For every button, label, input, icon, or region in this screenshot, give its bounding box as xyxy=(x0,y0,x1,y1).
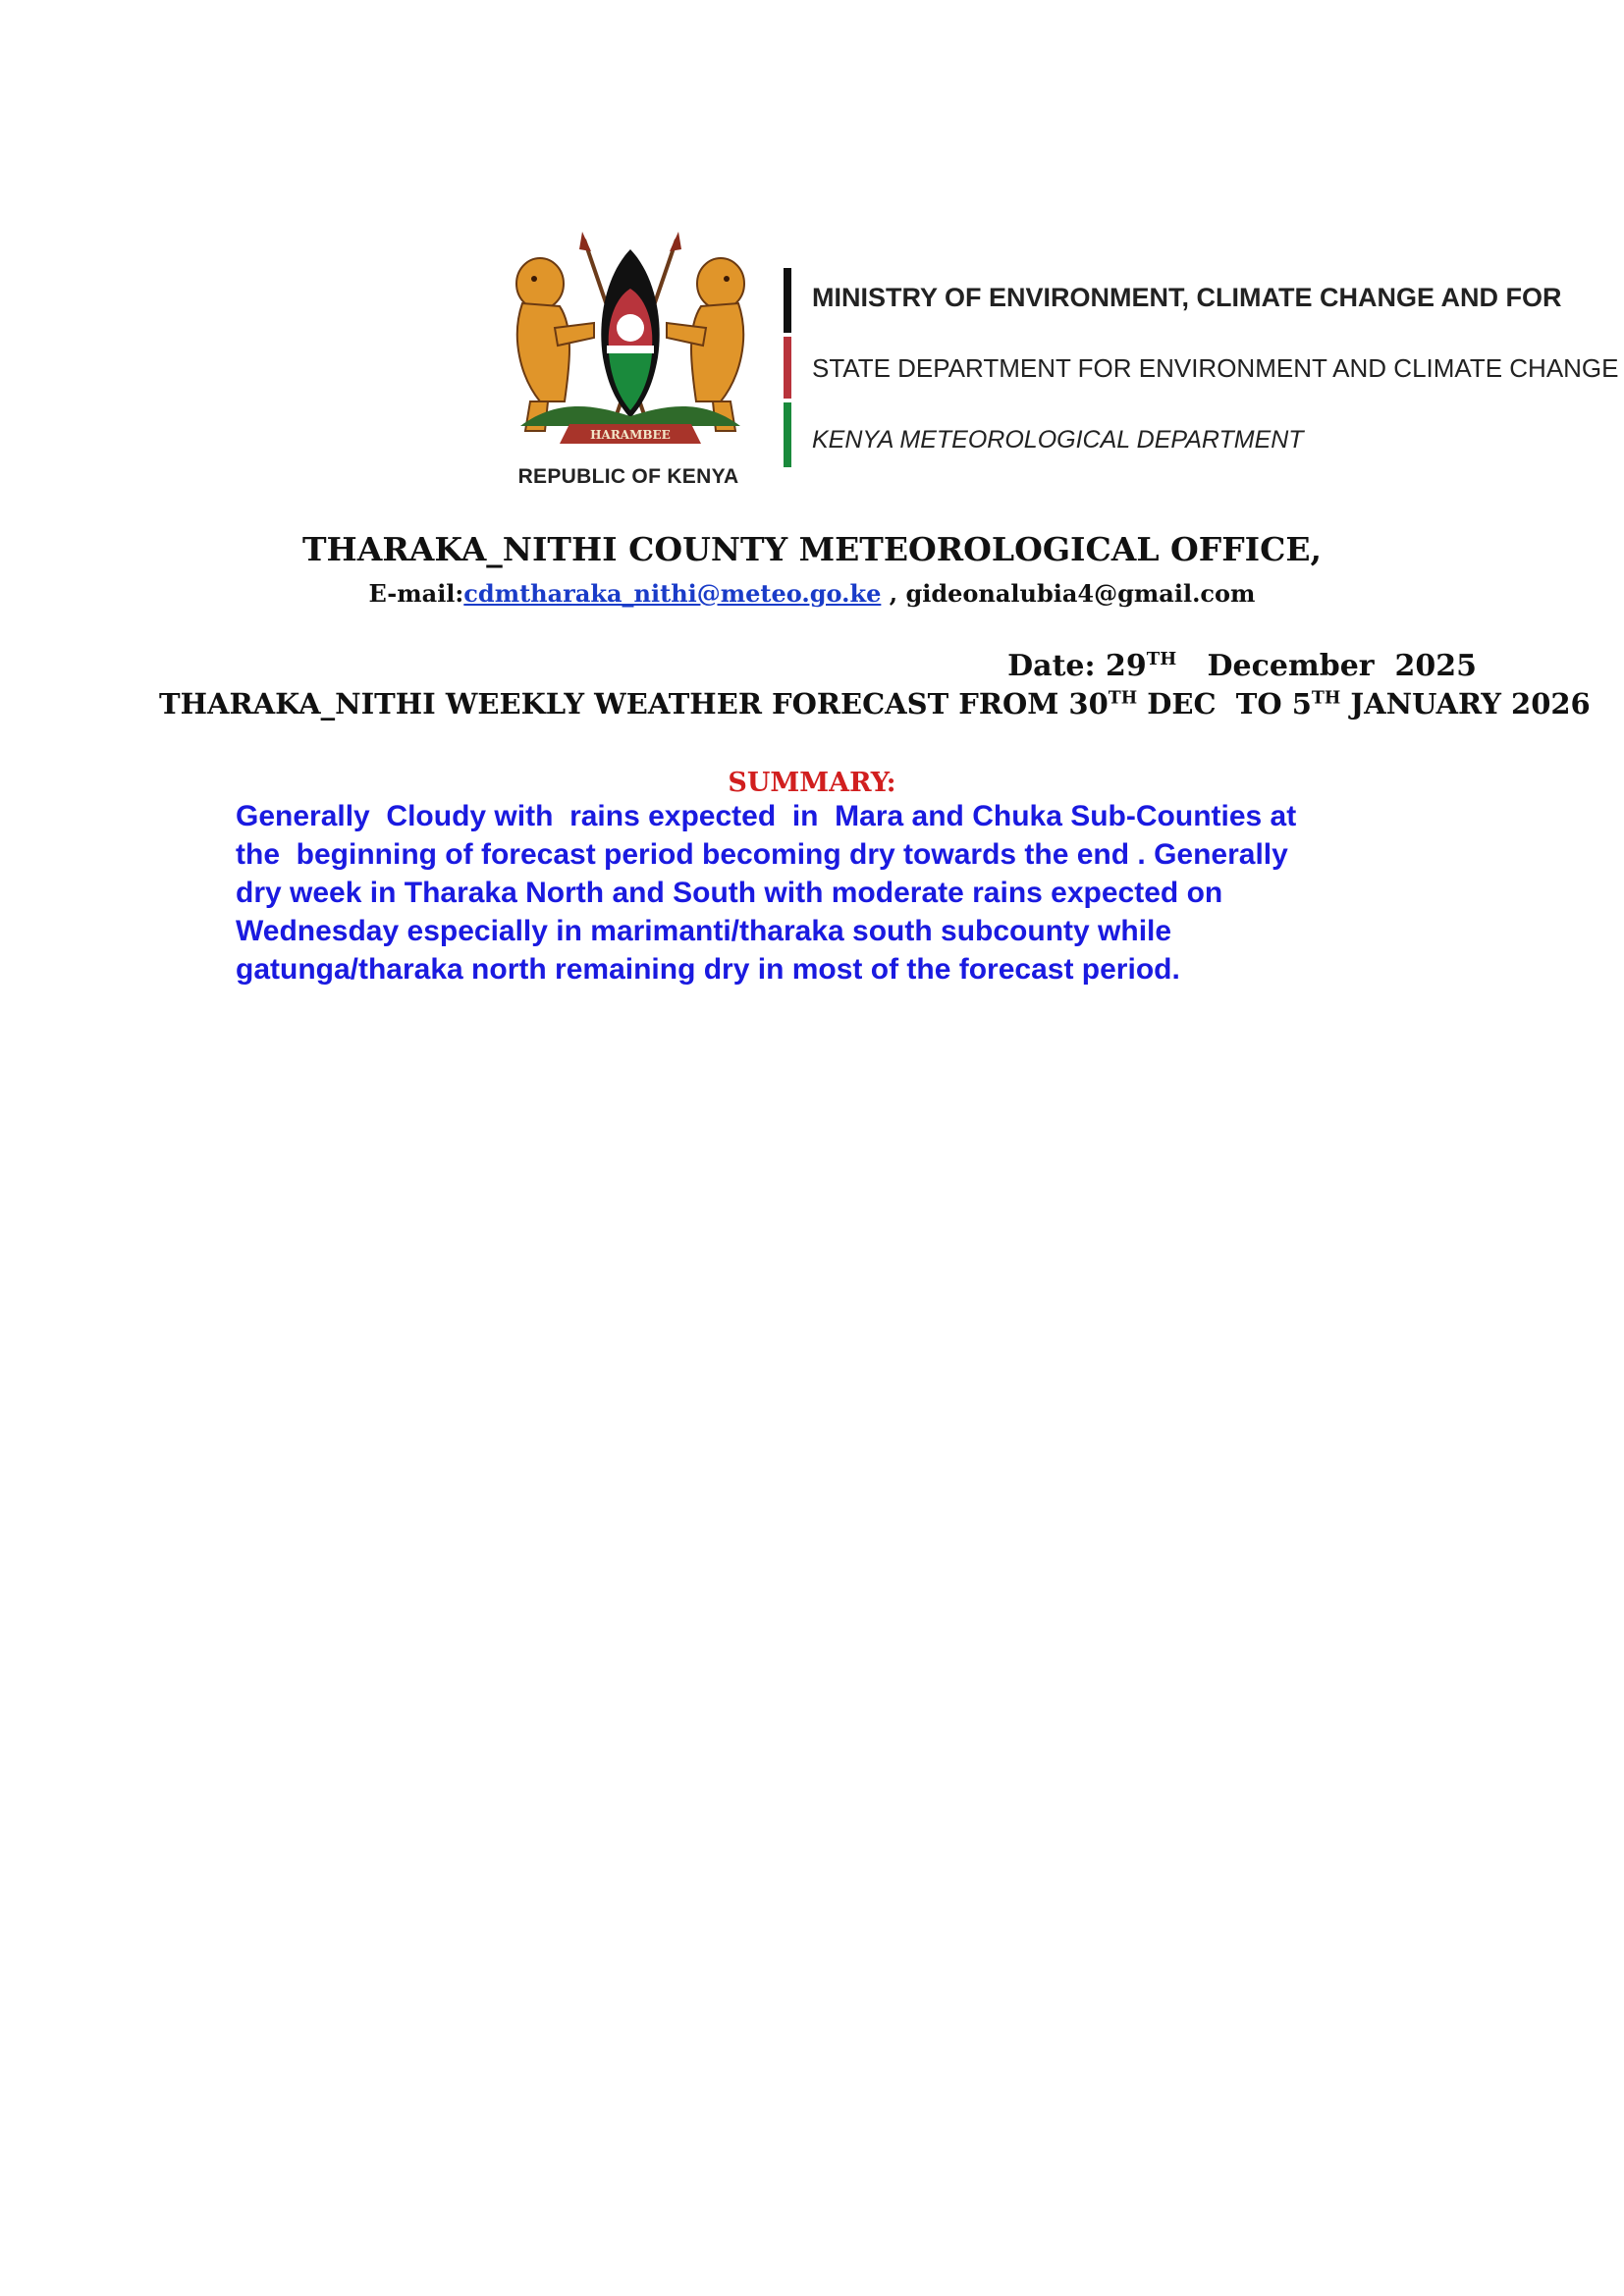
office-title: THARAKA_NITHI COUNTY METEOROLOGICAL OFFICE, xyxy=(301,530,1323,568)
forecast-title xyxy=(159,687,1591,721)
summary-line: Generally Cloudy with rains expected in Mara and Chuka Sub-Counties at xyxy=(236,800,1297,832)
coat-of-arms-logo xyxy=(501,230,760,455)
summary-line: gatunga/tharaka north remaining dry in most of the forecast period. xyxy=(236,953,1180,986)
banner-bar-black xyxy=(784,268,791,333)
state-department-name: STATE DEPARTMENT FOR ENVIRONMENT AND CLIMATE CHANGE xyxy=(812,353,1619,383)
summary-heading: SUMMARY: xyxy=(728,768,896,798)
summary-line: dry week in Tharaka North and South with moderate rains expected on xyxy=(236,877,1223,909)
forecast-title-part: DEC TO 5 xyxy=(1137,687,1312,721)
forecast-title-part: JANUARY 2026 xyxy=(1340,687,1591,721)
date-month-year: December 2025 xyxy=(1176,649,1477,683)
email-link-primary[interactable]: cdmtharaka_nithi@meteo.go.ke xyxy=(463,579,882,608)
summary-line: Wednesday especially in marimanti/tharaka south subcounty while xyxy=(236,915,1172,947)
email-separator: , xyxy=(881,579,906,608)
forecast-title-sup: TH xyxy=(1108,688,1138,709)
date-suffix: TH xyxy=(1146,649,1177,669)
issue-date xyxy=(1007,649,1477,683)
email-label: E-mail: xyxy=(368,579,464,608)
summary-text xyxy=(236,797,1443,988)
email-line xyxy=(0,579,1624,608)
banner-bar-green xyxy=(784,402,791,467)
email-secondary: gideonalubia4@gmail.com xyxy=(905,579,1256,608)
forecast-title-part: THARAKA_NITHI WEEKLY WEATHER FORECAST FROM 30 xyxy=(159,687,1109,721)
coat-of-arms-caption: REPUBLIC OF KENYA xyxy=(517,465,739,488)
motto-text: HARAMBEE xyxy=(590,428,671,442)
banner-bar-red xyxy=(784,337,791,399)
kmd-department-name: KENYA METEOROLOGICAL DEPARTMENT xyxy=(812,426,1304,454)
forecast-title-sup: TH xyxy=(1311,688,1341,709)
summary-line: the beginning of forecast period becoming dry towards the end . Generally xyxy=(236,838,1288,871)
ministry-name: MINISTRY OF ENVIRONMENT, CLIMATE CHANGE AND FOR xyxy=(812,283,1562,312)
date-label: Date: 29 xyxy=(1007,649,1147,683)
